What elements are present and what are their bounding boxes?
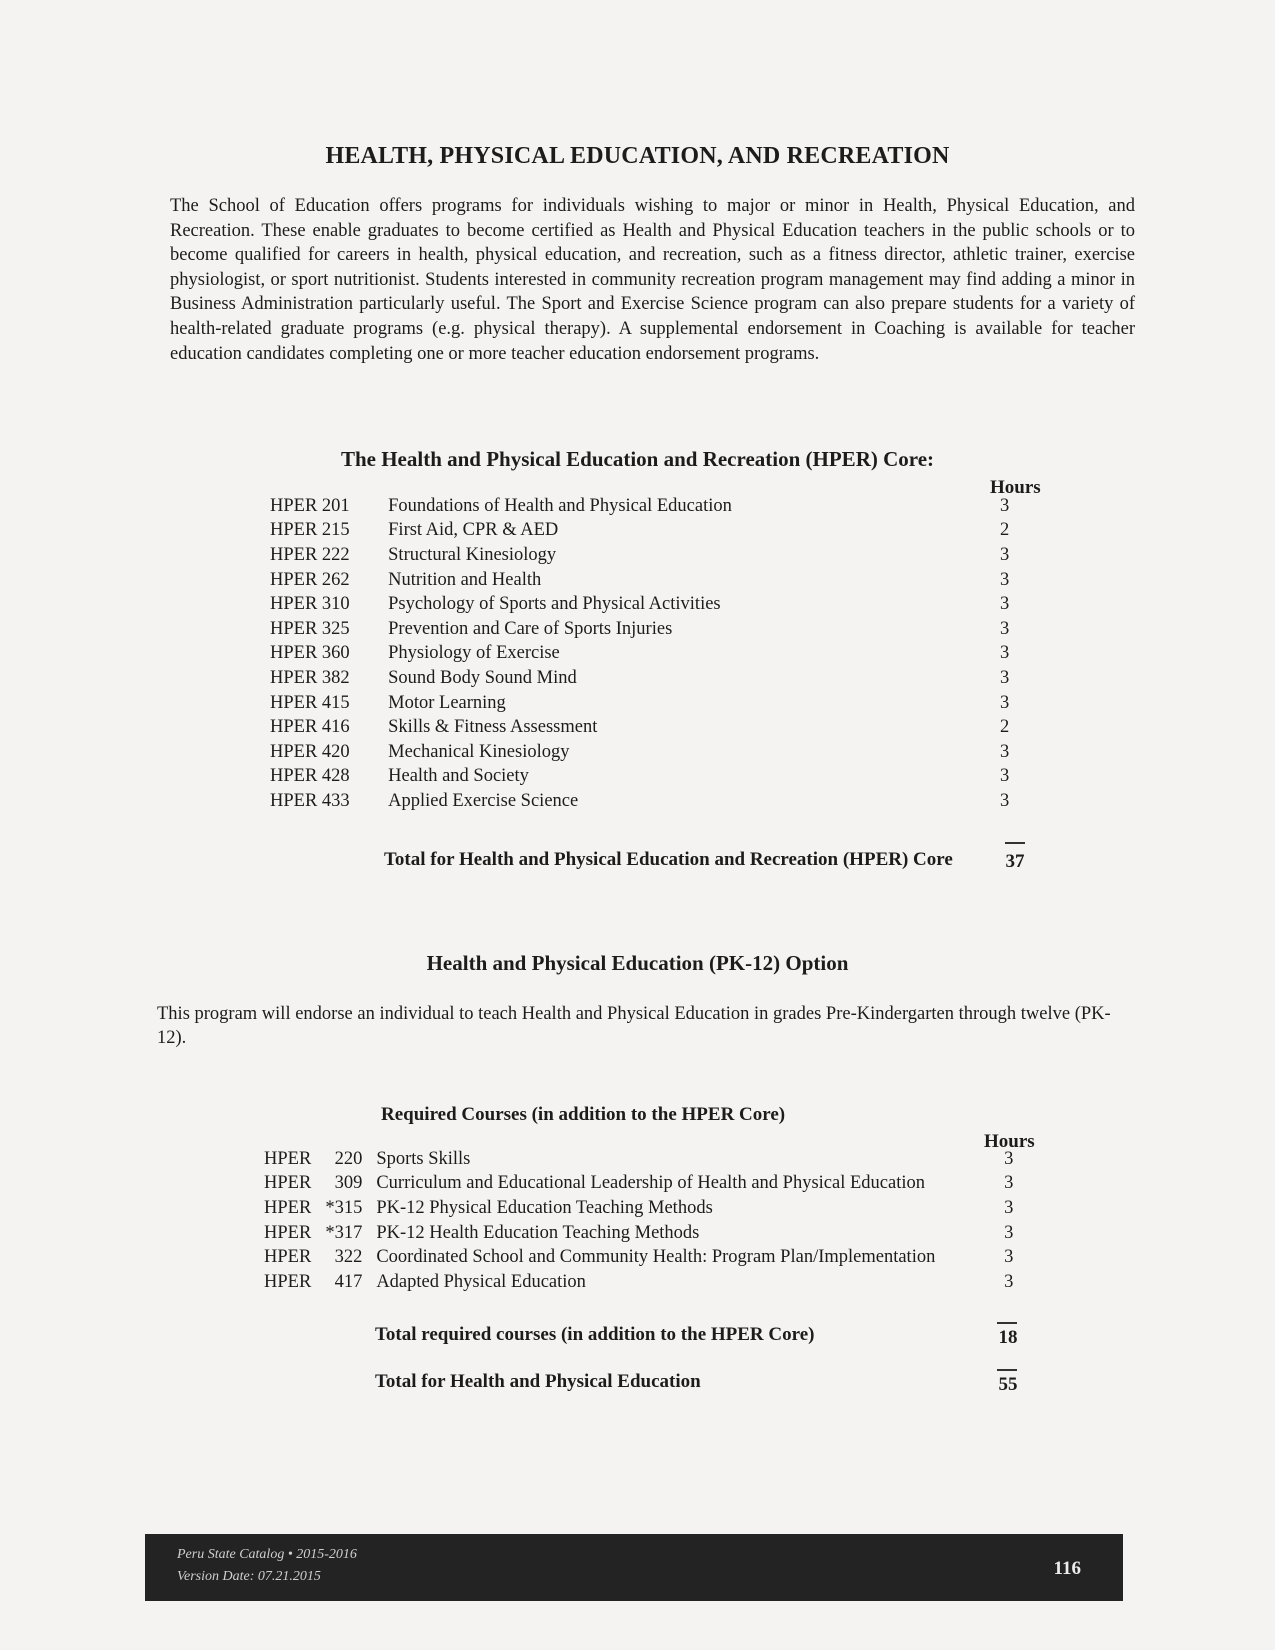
table-row	[264, 1270, 1024, 1295]
table-row	[270, 666, 1020, 691]
course-hours: 3	[1004, 1197, 1014, 1218]
table-row	[270, 494, 1020, 519]
table-row	[270, 519, 1020, 544]
course-code: HPER 310	[270, 594, 350, 615]
course-name: Sports Skills	[376, 1148, 471, 1169]
course-prefix: HPER	[264, 1197, 312, 1218]
course-code: HPER 428	[270, 766, 350, 787]
course-hours: 3	[999, 667, 1010, 688]
table-row	[264, 1221, 1024, 1246]
course-code: HPER 201	[270, 495, 350, 516]
table-row	[270, 592, 1020, 617]
table-row	[264, 1196, 1024, 1221]
course-code: HPER 433	[270, 790, 350, 811]
course-name: Adapted Physical Education	[376, 1271, 586, 1292]
table-row	[270, 715, 1020, 740]
course-hours: 3	[1004, 1173, 1014, 1194]
course-hours: 3	[1004, 1222, 1014, 1243]
course-name: Health and Society	[388, 766, 529, 787]
course-hours: 3	[999, 594, 1010, 615]
course-hours: 3	[1004, 1148, 1014, 1169]
course-name: Prevention and Care of Sports Injuries	[388, 618, 673, 639]
option-hours-header: Hours	[984, 1131, 1035, 1152]
course-hours: 2	[999, 717, 1010, 738]
course-name: Mechanical Kinesiology	[388, 741, 570, 762]
course-number: 309	[334, 1173, 363, 1194]
table-row	[270, 740, 1020, 765]
table-row	[270, 765, 1020, 790]
required-courses-heading: Required Courses (in addition to the HPER Core)	[381, 1104, 786, 1125]
core-heading: The Health and Physical Education and Recreation (HPER) Core:	[340, 447, 935, 471]
course-hours: 3	[999, 618, 1010, 639]
course-name: Skills & Fitness Assessment	[388, 717, 598, 738]
required-total-value: 18	[998, 1327, 1018, 1348]
core-total-value: 37	[1005, 851, 1025, 872]
course-code: HPER 420	[270, 741, 350, 762]
course-code: HPER 262	[270, 569, 350, 590]
option-total-label: Total for Health and Physical Education	[375, 1371, 701, 1392]
course-prefix: HPER	[264, 1222, 312, 1243]
footer-catalog-name: Peru State Catalog • 2015-2016	[177, 1547, 357, 1562]
core-total-label: Total for Health and Physical Education and Recreation (HPER) Core	[384, 849, 953, 870]
course-number: 220	[334, 1148, 363, 1169]
course-code: HPER 215	[270, 520, 350, 541]
core-total-rule	[1005, 842, 1025, 844]
course-hours: 2	[999, 520, 1010, 541]
intro-paragraph: The School of Education offers programs for individuals wishing to major or minor in Health, Physical Education, and Recreation. These enable graduates to become certified as Health and Physical Education teachers in the public schools or to become qualified for careers in health, physical education, and recreation, such as a fitness director, athletic trainer, exercise physiologist, or sport nutritionist. Students interested in community recreation program management may find adding a minor in Business Administration particularly useful. The Sport and Exercise Science program can also prepare students for a variety of health-related graduate programs (e.g. physical therapy). A supplemental endorsement in Coaching is available for teacher education candidates completing one or more teacher education endorsement programs.	[170, 196, 1135, 364]
course-hours: 3	[999, 766, 1010, 787]
table-row	[270, 568, 1020, 593]
course-name: Physiology of Exercise	[388, 643, 560, 664]
course-hours: 3	[999, 790, 1010, 811]
footer-version-date: Version Date: 07.21.2015	[177, 1569, 321, 1584]
course-hours: 3	[999, 569, 1010, 590]
course-prefix: HPER	[264, 1247, 312, 1268]
table-row	[270, 543, 1020, 568]
course-number: 417	[334, 1271, 363, 1292]
course-prefix: HPER	[264, 1148, 312, 1169]
course-number: *315	[325, 1197, 363, 1218]
option-total-rule	[997, 1369, 1017, 1371]
option-total-value: 55	[998, 1374, 1018, 1395]
core-course-table	[270, 494, 1020, 814]
course-name: Curriculum and Educational Leadership of Health and Physical Education	[376, 1173, 925, 1194]
course-code: HPER 382	[270, 667, 350, 688]
course-hours: 3	[999, 692, 1010, 713]
option-heading: Health and Physical Education (PK-12) Option	[426, 951, 849, 975]
table-row	[264, 1147, 1024, 1172]
course-number: *317	[325, 1222, 363, 1243]
course-code: HPER 360	[270, 643, 350, 664]
course-name: Structural Kinesiology	[388, 544, 557, 565]
course-hours: 3	[999, 741, 1010, 762]
option-course-table	[264, 1147, 1024, 1295]
table-row	[270, 617, 1020, 642]
course-name: PK-12 Health Education Teaching Methods	[376, 1222, 700, 1243]
course-name: PK-12 Physical Education Teaching Methods	[376, 1197, 713, 1218]
required-total-rule	[997, 1322, 1017, 1324]
course-hours: 3	[999, 544, 1010, 565]
course-name: Psychology of Sports and Physical Activities	[388, 594, 721, 615]
table-row	[270, 789, 1020, 814]
page-title: HEALTH, PHYSICAL EDUCATION, AND RECREATION	[325, 143, 950, 169]
option-description: This program will endorse an individual to teach Health and Physical Education in grades Pre-Kindergarten through twelve (PK-12).	[157, 1004, 1111, 1048]
course-name: First Aid, CPR & AED	[388, 520, 559, 541]
table-row	[264, 1245, 1024, 1270]
table-row	[270, 642, 1020, 667]
course-hours: 3	[999, 495, 1010, 516]
course-number: 322	[334, 1247, 363, 1268]
required-total-label: Total required courses (in addition to the HPER Core)	[375, 1324, 815, 1345]
core-hours-header: Hours	[990, 477, 1041, 498]
page-number: 116	[1053, 1558, 1081, 1579]
course-name: Foundations of Health and Physical Education	[388, 495, 732, 516]
table-row	[264, 1172, 1024, 1197]
course-name: Motor Learning	[388, 692, 506, 713]
course-prefix: HPER	[264, 1271, 312, 1292]
table-row	[270, 691, 1020, 716]
course-name: Sound Body Sound Mind	[388, 667, 577, 688]
course-name: Nutrition and Health	[388, 569, 542, 590]
course-name: Coordinated School and Community Health: Program Plan/Implementation	[376, 1247, 936, 1268]
course-code: HPER 416	[270, 717, 350, 738]
course-hours: 3	[1004, 1247, 1014, 1268]
course-hours: 3	[1004, 1271, 1014, 1292]
course-code: HPER 222	[270, 544, 350, 565]
page-footer	[145, 1534, 1123, 1601]
course-code: HPER 325	[270, 618, 350, 639]
course-prefix: HPER	[264, 1173, 312, 1194]
course-name: Applied Exercise Science	[388, 790, 579, 811]
course-code: HPER 415	[270, 692, 350, 713]
course-hours: 3	[999, 643, 1010, 664]
